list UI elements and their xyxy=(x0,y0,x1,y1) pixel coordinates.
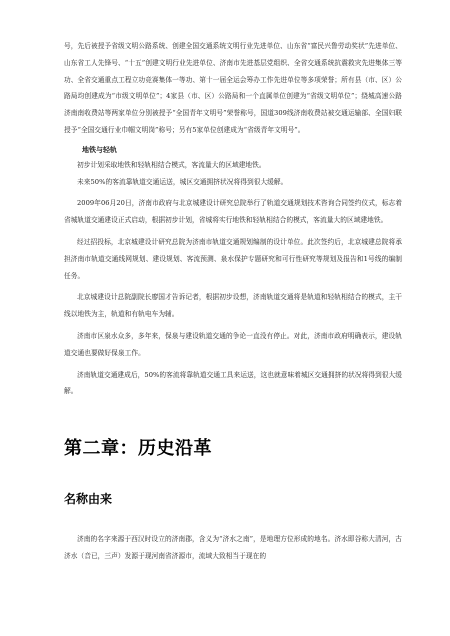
body-paragraph: 济南轨道交通建成后，50%的客流将靠轨道交通工具来运送，这也就意味着城区交通拥挤的状况将得到很大缓解。 xyxy=(64,370,402,396)
section-title: 名称由来 xyxy=(64,492,113,507)
body-paragraph: 初步计划采取地铁和轻轨相结合模式，客流量大的区域建地铁。 xyxy=(77,160,266,169)
body-paragraph: 北京城建设计总院副院长廖国才告诉记者，根据初步设想，济南轨道交通将是轨道和轻轨相结合的模式，主干线以地铁为主，轨道和有轨电车为辅。 xyxy=(64,293,402,319)
body-paragraph: 经过招投标，北京城建设计研究总院为济南市轨道交通规划编制的设计单位。此次签约后，北京城建总院将承担济南市轨道交通线网规划、建设规划、客流预测、泉水保护专题研究和可行性研究等规划及报告和1号线的编制任务。 xyxy=(64,237,402,280)
chapter-title: 第二章：历史沿革 xyxy=(64,438,212,460)
closing-paragraph: 济南的名字来源于西汉时设立的济南郡，含义为“济水之南”，是地理方位形成的地名。济水即谷称大清河，古济水（音已，三声）发源于现河南省济源市，流域大致相当于现在的 xyxy=(64,535,402,560)
body-paragraph: 2009年06月20日，济南市政府与北京城建设计研究总院举行了轨道交通规划技术咨询合同签约仪式，标志着省城轨道交通建设正式启动，根据初步计划，省城将实行地铁和轻轨相结合的模式，客流量大的区域建地铁。 xyxy=(64,199,402,225)
body-paragraph: 未来50%的客流靠轨道交通运送，城区交通拥挤状况将得到很大缓解。 xyxy=(77,177,288,186)
subheading: 地铁与轻轨 xyxy=(82,145,117,154)
intro-paragraph: 号，先后被授予省级文明公路系统、创建全国交通系统文明行业先进单位、山东省“富民兴鲁劳动奖状”先进单位、山东省工人先锋号、“十五”创建文明行业先进单位、济南市先进基层党组织、全省交通系统抗震救灾先进集体三等功、全省交通重点工程立功竞赛集体一等功、第十一届全运会筹办工作先进单位等多项荣誉；所有县（市、区）公路局均创建成为“市级文明单位”；4家县（市、区）公路局和一个直属单位创建为“省级文明单位”；绕城高速公路济南南收费站等两家单位分别被授予“全国青年文明号”荣誉称号，国道309线济南收费站被交通运输部、全国妇联授予“全国交通行业巾帼文明岗”称号；另有5家单位创建成为“省级青年文明号”。 xyxy=(64,42,402,134)
body-paragraph: 济南市区泉水众多，多年来，保泉与建设轨道交通的争论一直没有停止。对此，济南市政府明确表示，建设轨道交通也要做好保泉工作。 xyxy=(64,331,402,357)
